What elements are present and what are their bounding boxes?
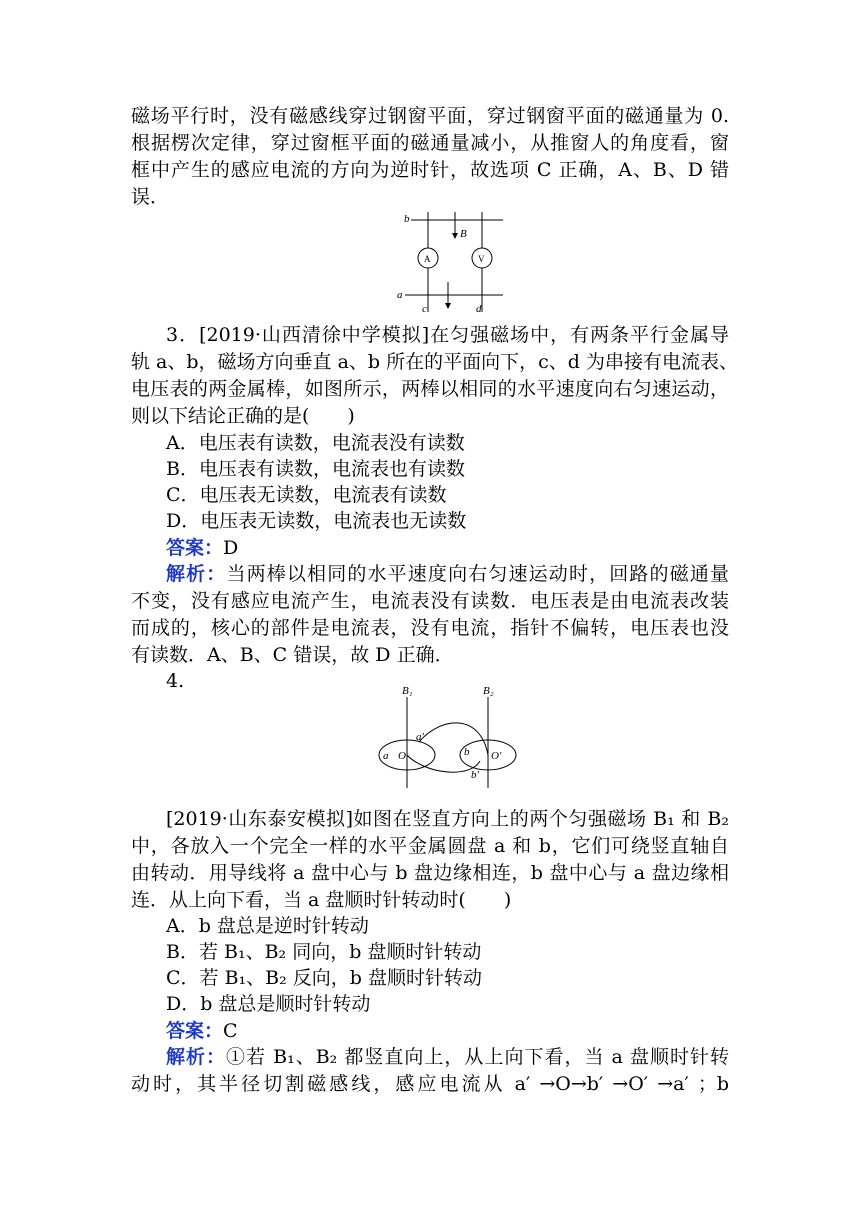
q3-option-b: B．电压表有读数，电流表也有读数 [166,458,465,480]
q4-option-c: C．若 B₁、B₂ 反向，b 盘顺时针转动 [166,967,482,989]
disks-figure [370,682,530,792]
q3-analysis-line-1 [166,561,729,587]
q4-line-4: 连．从上向下看，当 a 盘顺时针转动时( ) [131,889,512,911]
intro-line-2: 根据楞次定律，穿过窗框平面的磁通量减小，从推窗人的角度看，窗 [131,132,729,154]
rails-meter-figure [395,208,510,316]
rod-d-label: d [476,303,482,315]
q3-analysis-line-2: 不变，没有感应电流产生，电流表没有读数．电压表是由电流表改装 [131,590,729,612]
q4-analysis-line-1 [166,1044,729,1070]
intro-line-1: 磁场平行时，没有磁感线穿过钢窗平面，穿过钢窗平面的磁通量为 0. [131,105,729,127]
q4-analysis-line-2: 动时，其半径切割磁感线，感应电流从 a′ →O→b′ →O′ →a′ ；b [131,1073,729,1095]
q3-line-4: 则以下结论正确的是( ) [131,405,355,427]
field-B-label: B [460,228,467,240]
intro-line-3: 框中产生的感应电流的方向为逆时针，故选项 C 正确，A、B、D 错 [131,159,729,181]
q4-line-2: 中，各放入一个完全一样的水平金属圆盘 a 和 b，它们可绕竖直轴自 [131,835,729,857]
answer-value: D [223,537,239,559]
analysis-label: 解析： [166,563,227,585]
field-B1-label: B₁ [402,685,413,697]
disk-a-label: a [383,750,389,762]
q3-analysis-line-4: 有读数．A、B、C 错误，故 D 正确． [131,644,454,666]
disk-b-label: b [464,746,470,758]
q3-option-c: C．电压表无读数，电流表有读数 [166,484,447,506]
rail-a-label: a [397,289,403,301]
field-B2-label: B₂ [483,685,494,697]
q3-option-a: A．电压表有读数，电流表没有读数 [166,432,465,454]
q3-line-2: 轨 a、b，磁场方向垂直 a、b 所在的平面向下，c、d 为串接有电流表、 [131,351,738,373]
q3-analysis-line-3: 而成的，核心的部件是电流表，没有电流，指针不偏转，电压表也没 [131,617,729,639]
q3-line-3: 电压表的两金属棒，如图所示，两棒以相同的水平速度向右匀速运动， [131,378,729,400]
q4-option-b: B．若 B₁、B₂ 同向，b 盘顺时针转动 [166,941,482,963]
q4-line-1: [2019·山东泰安模拟]如图在竖直方向上的两个匀强磁场 B₁ 和 B₂ [166,808,729,830]
q4-option-d: D．b 盘总是顺时针转动 [166,993,371,1015]
answer-label: 答案： [166,537,224,559]
voltmeter-icon: V [478,254,485,264]
answer-value: C [223,1020,238,1042]
q4-answer [166,1018,729,1044]
point-a-prime-label: a′ [416,731,424,743]
analysis-label: 解析： [166,1046,227,1068]
q3-line-1: 3．[2019·山西清徐中学模拟]在匀强磁场中，有两条平行金属导 [166,324,729,346]
analysis-text: ①若 B₁、B₂ 都竖直向上，从上向下看，当 a 盘顺时针转 [226,1046,729,1068]
q3-answer [166,535,729,561]
q3-option-d: D．电压表无读数，电流表也无读数 [166,510,467,532]
q4-option-a: A．b 盘总是逆时针转动 [166,915,369,937]
analysis-text: 当两棒以相同的水平速度向右匀速运动时，回路的磁通量 [226,563,729,585]
point-b-prime-label: b′ [471,769,479,781]
rod-c-label: c [422,303,427,315]
center-O-label: O [398,750,406,762]
intro-line-4: 误． [131,186,170,208]
rail-b-label: b [404,213,410,225]
ammeter-icon: A [424,254,431,264]
answer-label: 答案： [166,1020,224,1042]
q4-line-3: 由转动．用导线将 a 盘中心与 b 盘边缘相连，b 盘中心与 a 盘边缘相 [131,862,729,884]
center-O-prime-label: O′ [491,750,502,762]
q4-number: 4. [166,670,185,692]
